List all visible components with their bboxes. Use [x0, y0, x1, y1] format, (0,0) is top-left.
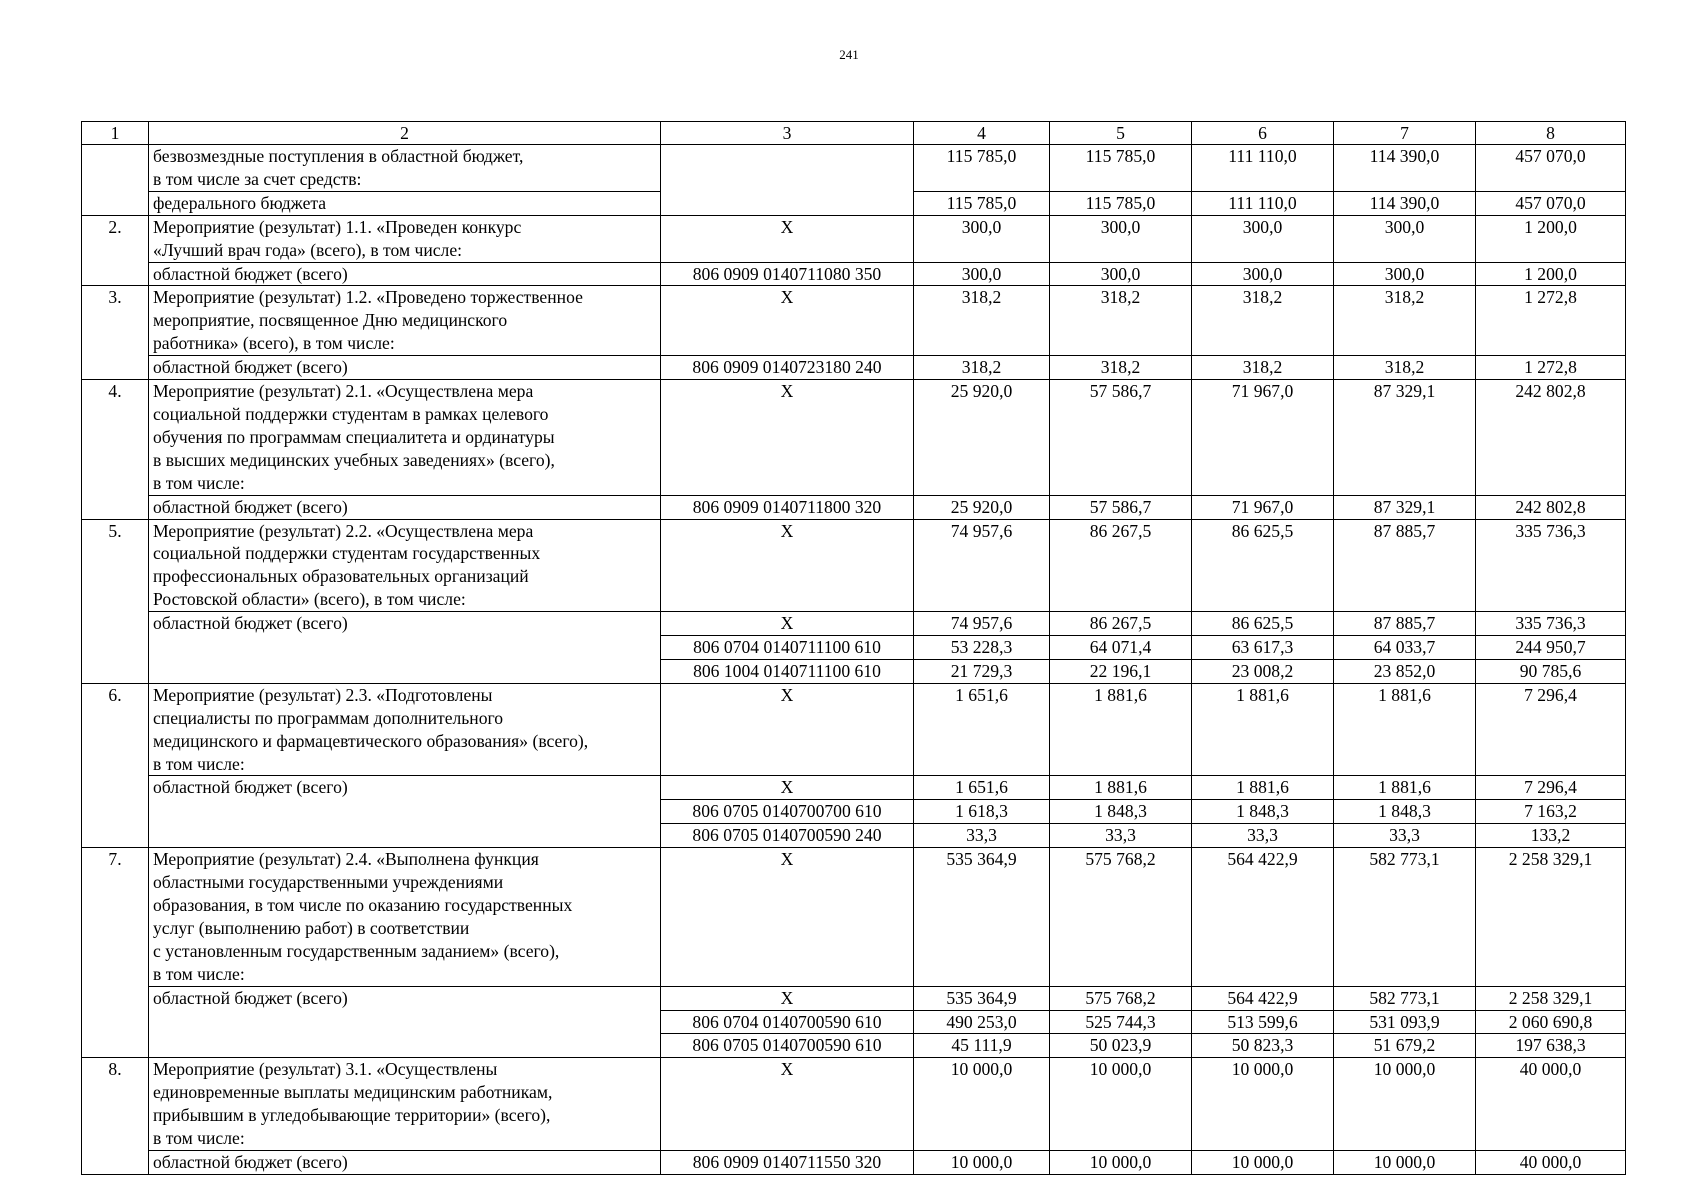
budget-code-cell: 806 0705 0140700590 240	[661, 824, 914, 848]
amount-cell: 1 618,3	[914, 800, 1050, 824]
amount-cell: 74 957,6	[914, 612, 1050, 636]
row-number-cell: 7.	[82, 848, 149, 1058]
amount-cell: 50 023,9	[1050, 1034, 1192, 1058]
activity-name-line: в том числе:	[153, 963, 245, 984]
amount-cell: 318,2	[914, 286, 1050, 356]
activity-name-line: с установленным государственным заданием» (всего),	[153, 940, 560, 961]
row-number-cell: 8.	[82, 1058, 149, 1175]
table-row	[82, 495, 1626, 519]
budget-code-cell: 806 0705 0140700700 610	[661, 800, 914, 824]
activity-name-cell	[149, 1150, 661, 1174]
amount-cell: 582 773,1	[1334, 848, 1476, 986]
amount-cell: 64 071,4	[1050, 636, 1192, 660]
table-row	[82, 776, 1626, 800]
budget-code-cell: Х	[661, 848, 914, 986]
activity-name-line: федерального бюджета	[153, 192, 327, 213]
amount-cell: 300,0	[914, 215, 1050, 262]
amount-cell: 1 272,8	[1476, 356, 1626, 380]
amount-cell: 1 651,6	[914, 683, 1050, 776]
amount-cell: 86 625,5	[1192, 612, 1334, 636]
amount-cell: 318,2	[1192, 356, 1334, 380]
activity-name-line: Мероприятие (результат) 3.1. «Осуществлены	[153, 1059, 498, 1080]
table-row	[82, 612, 1626, 636]
amount-cell: 114 390,0	[1334, 145, 1476, 192]
activity-name-line: областной бюджет (всего)	[153, 777, 348, 798]
amount-cell: 10 000,0	[914, 1058, 1050, 1151]
budget-code-cell: Х	[661, 776, 914, 800]
activity-name-cell	[149, 286, 661, 356]
activity-name-line: в высших медицинских учебных заведениях» (всего),	[153, 449, 555, 470]
budget-code-cell: Х	[661, 612, 914, 636]
amount-cell: 300,0	[1192, 262, 1334, 286]
amount-cell: 197 638,3	[1476, 1034, 1626, 1058]
amount-cell: 2 258 329,1	[1476, 986, 1626, 1010]
activity-name-line: Мероприятие (результат) 1.2. «Проведено торжественное	[153, 287, 583, 308]
amount-cell: 1 272,8	[1476, 286, 1626, 356]
budget-code-cell: 806 0704 0140700590 610	[661, 1010, 914, 1034]
header-cell: 6	[1192, 122, 1334, 145]
activity-name-line: «Лучший врач года» (всего), в том числе:	[153, 239, 463, 260]
activity-name-line: прибывшим в угледобывающие территории» (всего),	[153, 1105, 551, 1126]
amount-cell: 300,0	[1192, 215, 1334, 262]
activity-name-line: областной бюджет (всего)	[153, 613, 348, 634]
activity-name-cell	[149, 776, 661, 848]
amount-cell: 10 000,0	[1334, 1058, 1476, 1151]
amount-cell: 71 967,0	[1192, 380, 1334, 496]
amount-cell: 86 267,5	[1050, 612, 1192, 636]
amount-cell: 1 651,6	[914, 776, 1050, 800]
amount-cell: 1 848,3	[1050, 800, 1192, 824]
amount-cell: 114 390,0	[1334, 191, 1476, 215]
amount-cell: 300,0	[914, 262, 1050, 286]
activity-name-line: обучения по программам специалитета и ординатуры	[153, 426, 555, 447]
amount-cell: 1 881,6	[1334, 776, 1476, 800]
activity-name-cell	[149, 495, 661, 519]
header-cell: 5	[1050, 122, 1192, 145]
amount-cell: 115 785,0	[1050, 191, 1192, 215]
activity-name-line: образования, в том числе по оказанию государственных	[153, 895, 573, 915]
budget-code-cell: Х	[661, 215, 914, 262]
activity-name-cell	[149, 848, 661, 986]
header-cell: 8	[1476, 122, 1626, 145]
activity-name-line: Мероприятие (результат) 1.1. «Проведен конкурс	[153, 216, 522, 237]
amount-cell: 7 296,4	[1476, 776, 1626, 800]
header-cell: 2	[149, 122, 661, 145]
amount-cell: 51 679,2	[1334, 1034, 1476, 1058]
amount-cell: 10 000,0	[1192, 1058, 1334, 1151]
amount-cell: 133,2	[1476, 824, 1626, 848]
amount-cell: 1 848,3	[1192, 800, 1334, 824]
activity-name-line: единовременные выплаты медицинским работникам,	[153, 1082, 553, 1103]
activity-name-cell	[149, 380, 661, 496]
activity-name-cell	[149, 1058, 661, 1151]
amount-cell: 53 228,3	[914, 636, 1050, 660]
amount-cell: 242 802,8	[1476, 380, 1626, 496]
page-number: 241	[839, 47, 859, 62]
activity-name-line: в том числе:	[153, 472, 245, 493]
activity-name-cell	[149, 612, 661, 684]
amount-cell: 87 329,1	[1334, 495, 1476, 519]
amount-cell: 564 422,9	[1192, 848, 1334, 986]
budget-table	[81, 121, 1626, 1175]
activity-name-line: областной бюджет (всего)	[153, 1151, 348, 1172]
budget-code-cell	[661, 145, 914, 216]
activity-name-cell	[149, 519, 661, 612]
table-row	[82, 262, 1626, 286]
row-number-cell: 6.	[82, 683, 149, 847]
amount-cell: 33,3	[914, 824, 1050, 848]
amount-cell: 575 768,2	[1050, 986, 1192, 1010]
amount-cell: 25 920,0	[914, 495, 1050, 519]
amount-cell: 242 802,8	[1476, 495, 1626, 519]
table-row	[82, 145, 1626, 192]
amount-cell: 10 000,0	[914, 1150, 1050, 1174]
amount-cell: 2 258 329,1	[1476, 848, 1626, 986]
activity-name-line: в том числе за счет средств:	[153, 168, 362, 189]
amount-cell: 1 200,0	[1476, 215, 1626, 262]
amount-cell: 40 000,0	[1476, 1058, 1626, 1151]
activity-name-line: областной бюджет (всего)	[153, 496, 348, 517]
activity-name-line: в том числе:	[153, 753, 245, 774]
amount-cell: 22 196,1	[1050, 659, 1192, 683]
amount-cell: 21 729,3	[914, 659, 1050, 683]
activity-name-cell	[149, 191, 661, 215]
row-number-cell: 3.	[82, 286, 149, 380]
table-row	[82, 286, 1626, 356]
amount-cell: 115 785,0	[914, 145, 1050, 192]
amount-cell: 300,0	[1050, 262, 1192, 286]
row-number-cell: 4.	[82, 380, 149, 519]
budget-code-cell: Х	[661, 380, 914, 496]
amount-cell: 33,3	[1050, 824, 1192, 848]
activity-name-line: услуг (выполнению работ) в соответствии	[153, 917, 470, 938]
amount-cell: 1 848,3	[1334, 800, 1476, 824]
amount-cell: 1 881,6	[1050, 776, 1192, 800]
header-cell: 4	[914, 122, 1050, 145]
row-number-cell	[82, 145, 149, 216]
amount-cell: 318,2	[1050, 356, 1192, 380]
budget-code-cell: Х	[661, 683, 914, 776]
amount-cell: 45 111,9	[914, 1034, 1050, 1058]
amount-cell: 33,3	[1192, 824, 1334, 848]
table-row	[82, 848, 1626, 986]
row-number-cell: 5.	[82, 519, 149, 683]
amount-cell: 300,0	[1050, 215, 1192, 262]
table-row	[82, 519, 1626, 612]
activity-name-cell	[149, 215, 661, 262]
table-row	[82, 215, 1626, 262]
budget-code-cell: 806 0909 0140711550 320	[661, 1150, 914, 1174]
header-cell: 1	[82, 122, 149, 145]
table-row	[82, 1058, 1626, 1151]
activity-name-line: областными государственными учреждениями	[153, 872, 504, 893]
amount-cell: 535 364,9	[914, 986, 1050, 1010]
amount-cell: 457 070,0	[1476, 191, 1626, 215]
amount-cell: 57 586,7	[1050, 495, 1192, 519]
table-row	[82, 683, 1626, 776]
amount-cell: 25 920,0	[914, 380, 1050, 496]
amount-cell: 525 744,3	[1050, 1010, 1192, 1034]
amount-cell: 1 200,0	[1476, 262, 1626, 286]
activity-name-line: мероприятие, посвященное Дню медицинского	[153, 310, 508, 331]
header-row	[82, 122, 1626, 145]
amount-cell: 33,3	[1334, 824, 1476, 848]
activity-name-cell	[149, 986, 661, 1058]
amount-cell: 10 000,0	[1050, 1058, 1192, 1151]
amount-cell: 10 000,0	[1050, 1150, 1192, 1174]
amount-cell: 535 364,9	[914, 848, 1050, 986]
amount-cell: 7 163,2	[1476, 800, 1626, 824]
amount-cell: 90 785,6	[1476, 659, 1626, 683]
amount-cell: 63 617,3	[1192, 636, 1334, 660]
table-body	[82, 145, 1626, 1175]
activity-name-line: медицинского и фармацевтического образования» (всего),	[153, 730, 589, 751]
amount-cell: 490 253,0	[914, 1010, 1050, 1034]
amount-cell: 1 881,6	[1334, 683, 1476, 776]
activity-name-line: областной бюджет (всего)	[153, 263, 348, 284]
amount-cell: 10 000,0	[1334, 1150, 1476, 1174]
activity-name-line: Мероприятие (результат) 2.4. «Выполнена функция	[153, 849, 539, 870]
amount-cell: 564 422,9	[1192, 986, 1334, 1010]
amount-cell: 74 957,6	[914, 519, 1050, 612]
amount-cell: 87 885,7	[1334, 612, 1476, 636]
amount-cell: 335 736,3	[1476, 519, 1626, 612]
budget-code-cell: Х	[661, 1058, 914, 1151]
amount-cell: 87 885,7	[1334, 519, 1476, 612]
table-row	[82, 1150, 1626, 1174]
amount-cell: 10 000,0	[1192, 1150, 1334, 1174]
activity-name-cell	[149, 683, 661, 776]
amount-cell: 318,2	[1334, 356, 1476, 380]
amount-cell: 86 625,5	[1192, 519, 1334, 612]
activity-name-cell	[149, 145, 661, 192]
budget-code-cell: 806 0909 0140723180 240	[661, 356, 914, 380]
budget-code-cell: Х	[661, 286, 914, 356]
budget-code-cell: 806 0909 0140711800 320	[661, 495, 914, 519]
row-number-cell: 2.	[82, 215, 149, 286]
amount-cell: 318,2	[914, 356, 1050, 380]
activity-name-line: Ростовской области» (всего), в том числе:	[153, 589, 466, 610]
budget-code-cell: 806 0705 0140700590 610	[661, 1034, 914, 1058]
activity-name-line: социальной поддержки студентам государственных	[153, 543, 541, 564]
activity-name-line: Мероприятие (результат) 2.1. «Осуществлена мера	[153, 381, 534, 402]
amount-cell: 582 773,1	[1334, 986, 1476, 1010]
budget-code-cell: Х	[661, 519, 914, 612]
amount-cell: 244 950,7	[1476, 636, 1626, 660]
header-cell: 7	[1334, 122, 1476, 145]
amount-cell: 2 060 690,8	[1476, 1010, 1626, 1034]
activity-name-line: областной бюджет (всего)	[153, 987, 348, 1008]
activity-name-line: Мероприятие (результат) 2.2. «Осуществлена мера	[153, 520, 534, 541]
activity-name-cell	[149, 356, 661, 380]
amount-cell: 57 586,7	[1050, 380, 1192, 496]
budget-code-cell: 806 1004 0140711100 610	[661, 659, 914, 683]
activity-name-line: областной бюджет (всего)	[153, 357, 348, 378]
amount-cell: 1 881,6	[1050, 683, 1192, 776]
amount-cell: 115 785,0	[914, 191, 1050, 215]
amount-cell: 50 823,3	[1192, 1034, 1334, 1058]
table-row	[82, 380, 1626, 496]
amount-cell: 318,2	[1192, 286, 1334, 356]
activity-name-line: специалисты по программам дополнительного	[153, 707, 504, 728]
amount-cell: 531 093,9	[1334, 1010, 1476, 1034]
activity-name-line: Мероприятие (результат) 2.3. «Подготовлены	[153, 684, 493, 705]
amount-cell: 575 768,2	[1050, 848, 1192, 986]
amount-cell: 86 267,5	[1050, 519, 1192, 612]
amount-cell: 335 736,3	[1476, 612, 1626, 636]
budget-code-cell: 806 0704 0140711100 610	[661, 636, 914, 660]
activity-name-cell	[149, 262, 661, 286]
amount-cell: 111 110,0	[1192, 191, 1334, 215]
amount-cell: 318,2	[1050, 286, 1192, 356]
activity-name-line: работника» (всего), в том числе:	[153, 333, 395, 354]
amount-cell: 40 000,0	[1476, 1150, 1626, 1174]
amount-cell: 318,2	[1334, 286, 1476, 356]
table-row	[82, 356, 1626, 380]
activity-name-line: профессиональных образовательных организаций	[153, 566, 529, 587]
activity-name-line: в том числе:	[153, 1128, 245, 1149]
activity-name-line: социальной поддержки студентам в рамках целевого	[153, 403, 549, 424]
amount-cell: 457 070,0	[1476, 145, 1626, 192]
amount-cell: 7 296,4	[1476, 683, 1626, 776]
amount-cell: 300,0	[1334, 262, 1476, 286]
amount-cell: 23 852,0	[1334, 659, 1476, 683]
amount-cell: 513 599,6	[1192, 1010, 1334, 1034]
amount-cell: 111 110,0	[1192, 145, 1334, 192]
amount-cell: 300,0	[1334, 215, 1476, 262]
activity-name-line: безвозмездные поступления в областной бюджет,	[153, 146, 524, 166]
amount-cell: 23 008,2	[1192, 659, 1334, 683]
amount-cell: 64 033,7	[1334, 636, 1476, 660]
amount-cell: 71 967,0	[1192, 495, 1334, 519]
amount-cell: 1 881,6	[1192, 776, 1334, 800]
amount-cell: 115 785,0	[1050, 145, 1192, 192]
amount-cell: 87 329,1	[1334, 380, 1476, 496]
header-cell: 3	[661, 122, 914, 145]
amount-cell: 1 881,6	[1192, 683, 1334, 776]
budget-code-cell: 806 0909 0140711080 350	[661, 262, 914, 286]
table-row	[82, 986, 1626, 1010]
budget-code-cell: Х	[661, 986, 914, 1010]
